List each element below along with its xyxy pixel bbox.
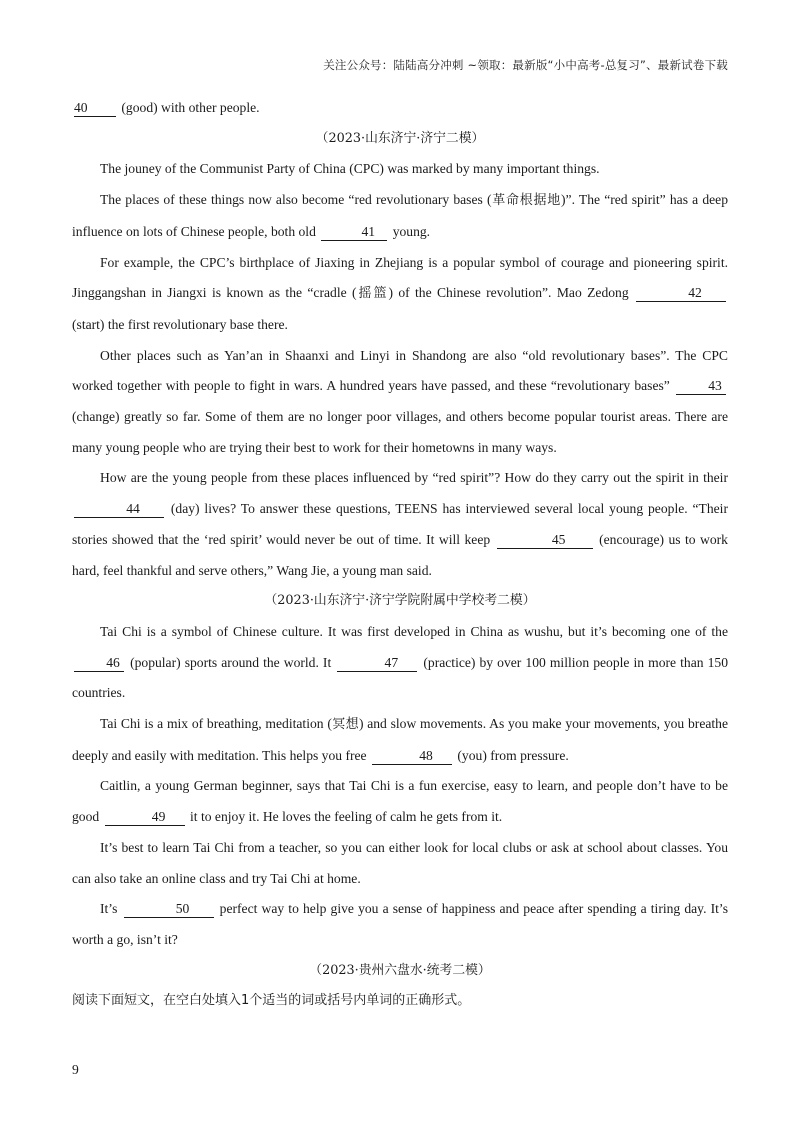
document-body: [72, 93, 728, 1017]
blank-49[interactable]: 49: [105, 809, 185, 826]
blank-44[interactable]: 44: [74, 501, 164, 518]
paragraph: How are the young people from these places influenced by “red spirit”? How do they carry out the spirit in their 44 (day) lives? To answer these questions, TEENS has interviewed several local young people. “Their stories showed that the ‘red spirit’ would never be out of time. It will keep 45 (encourage) us to work hard, feel thankful and serve others,” Wang Jie, a young man said.: [72, 470, 728, 578]
blank-48[interactable]: 48: [372, 748, 452, 765]
blank-41[interactable]: 41: [321, 224, 387, 241]
paragraph: It’s 50 perfect way to help give you a sense of happiness and peace after spending a tiring day. It’s worth a go, isn’t it?: [72, 901, 728, 947]
paragraph: The places of these things now also become “red revolutionary bases (革命根据地)”. The “red spirit” has a deep influence on lots of Chinese people, both old 41 young.: [72, 192, 728, 239]
paragraph: The jouney of the Communist Party of China (CPC) was marked by many important things.: [100, 161, 600, 177]
blank-47[interactable]: 47: [337, 655, 417, 672]
paragraph: Tai Chi is a mix of breathing, meditation (冥想) and slow movements. As you make your movements, you breathe deeply and easily with meditation. This helps you free 48 (you) from pressure.: [72, 716, 728, 763]
paragraph: Tai Chi is a symbol of Chinese culture. It was first developed in China as wushu, but it’s becoming one of the 46 (popular) sports around the world. It 47 (practice) by over 100 million people in more than 150 countries.: [72, 623, 728, 701]
source-label: （2023·贵州六盘水·统考二模）: [309, 962, 491, 978]
paragraph: Other places such as Yan’an in Shaanxi and Linyi in Shandong are also “old revolutionary bases”. The CPC worked together with people to fight in wars. A hundred years have passed, and these “revolutionary bases” 43 (change) greatly so far. Some of them are no longer poor villages, and others become popular tourist areas. There are many young people who are trying their best to work for their hometowns in many ways.: [72, 347, 728, 455]
blank-46[interactable]: 46: [74, 655, 124, 672]
paragraph: Caitlin, a young German beginner, says that Tai Chi is a fun exercise, easy to learn, and people don’t have to be good 49 it to enjoy it. He loves the feeling of calm he gets from it.: [72, 778, 728, 825]
instruction: 阅读下面短文，在空白处填入1个适当的词或括号内单词的正确形式。: [72, 993, 471, 1009]
carryover-line: 40 (good) with other people.: [74, 100, 260, 115]
blank-50[interactable]: 50: [124, 901, 214, 918]
paragraph: For example, the CPC’s birthplace of Jiaxing in Zhejiang is a popular symbol of courage and pioneering spirit. Jinggangshan in Jiangxi is known as the “cradle (摇篮) of the Chinese revolution”. Mao Zedong 42 (start) the first revolutionary base there.: [72, 254, 728, 332]
blank-42[interactable]: 42: [636, 285, 726, 302]
paragraph: It’s best to learn Tai Chi from a teacher, so you can either look for local clubs or ask at school about classes. You can also take an online class and try Tai Chi at home.: [72, 839, 728, 886]
source-label: （2023·山东济宁·济宁二模）: [315, 130, 485, 146]
blank-45[interactable]: 45: [497, 532, 593, 549]
blank-40[interactable]: 40: [74, 100, 116, 117]
page-header: 关注公众号：陆陆高分冲刺 ~领取：最新版“小中高考-总复习”、最新试卷下载: [323, 58, 728, 72]
blank-43[interactable]: 43: [676, 378, 726, 395]
source-label: （2023·山东济宁·济宁学院附属中学校考二模）: [264, 593, 536, 609]
page-number: 9: [72, 1062, 79, 1077]
